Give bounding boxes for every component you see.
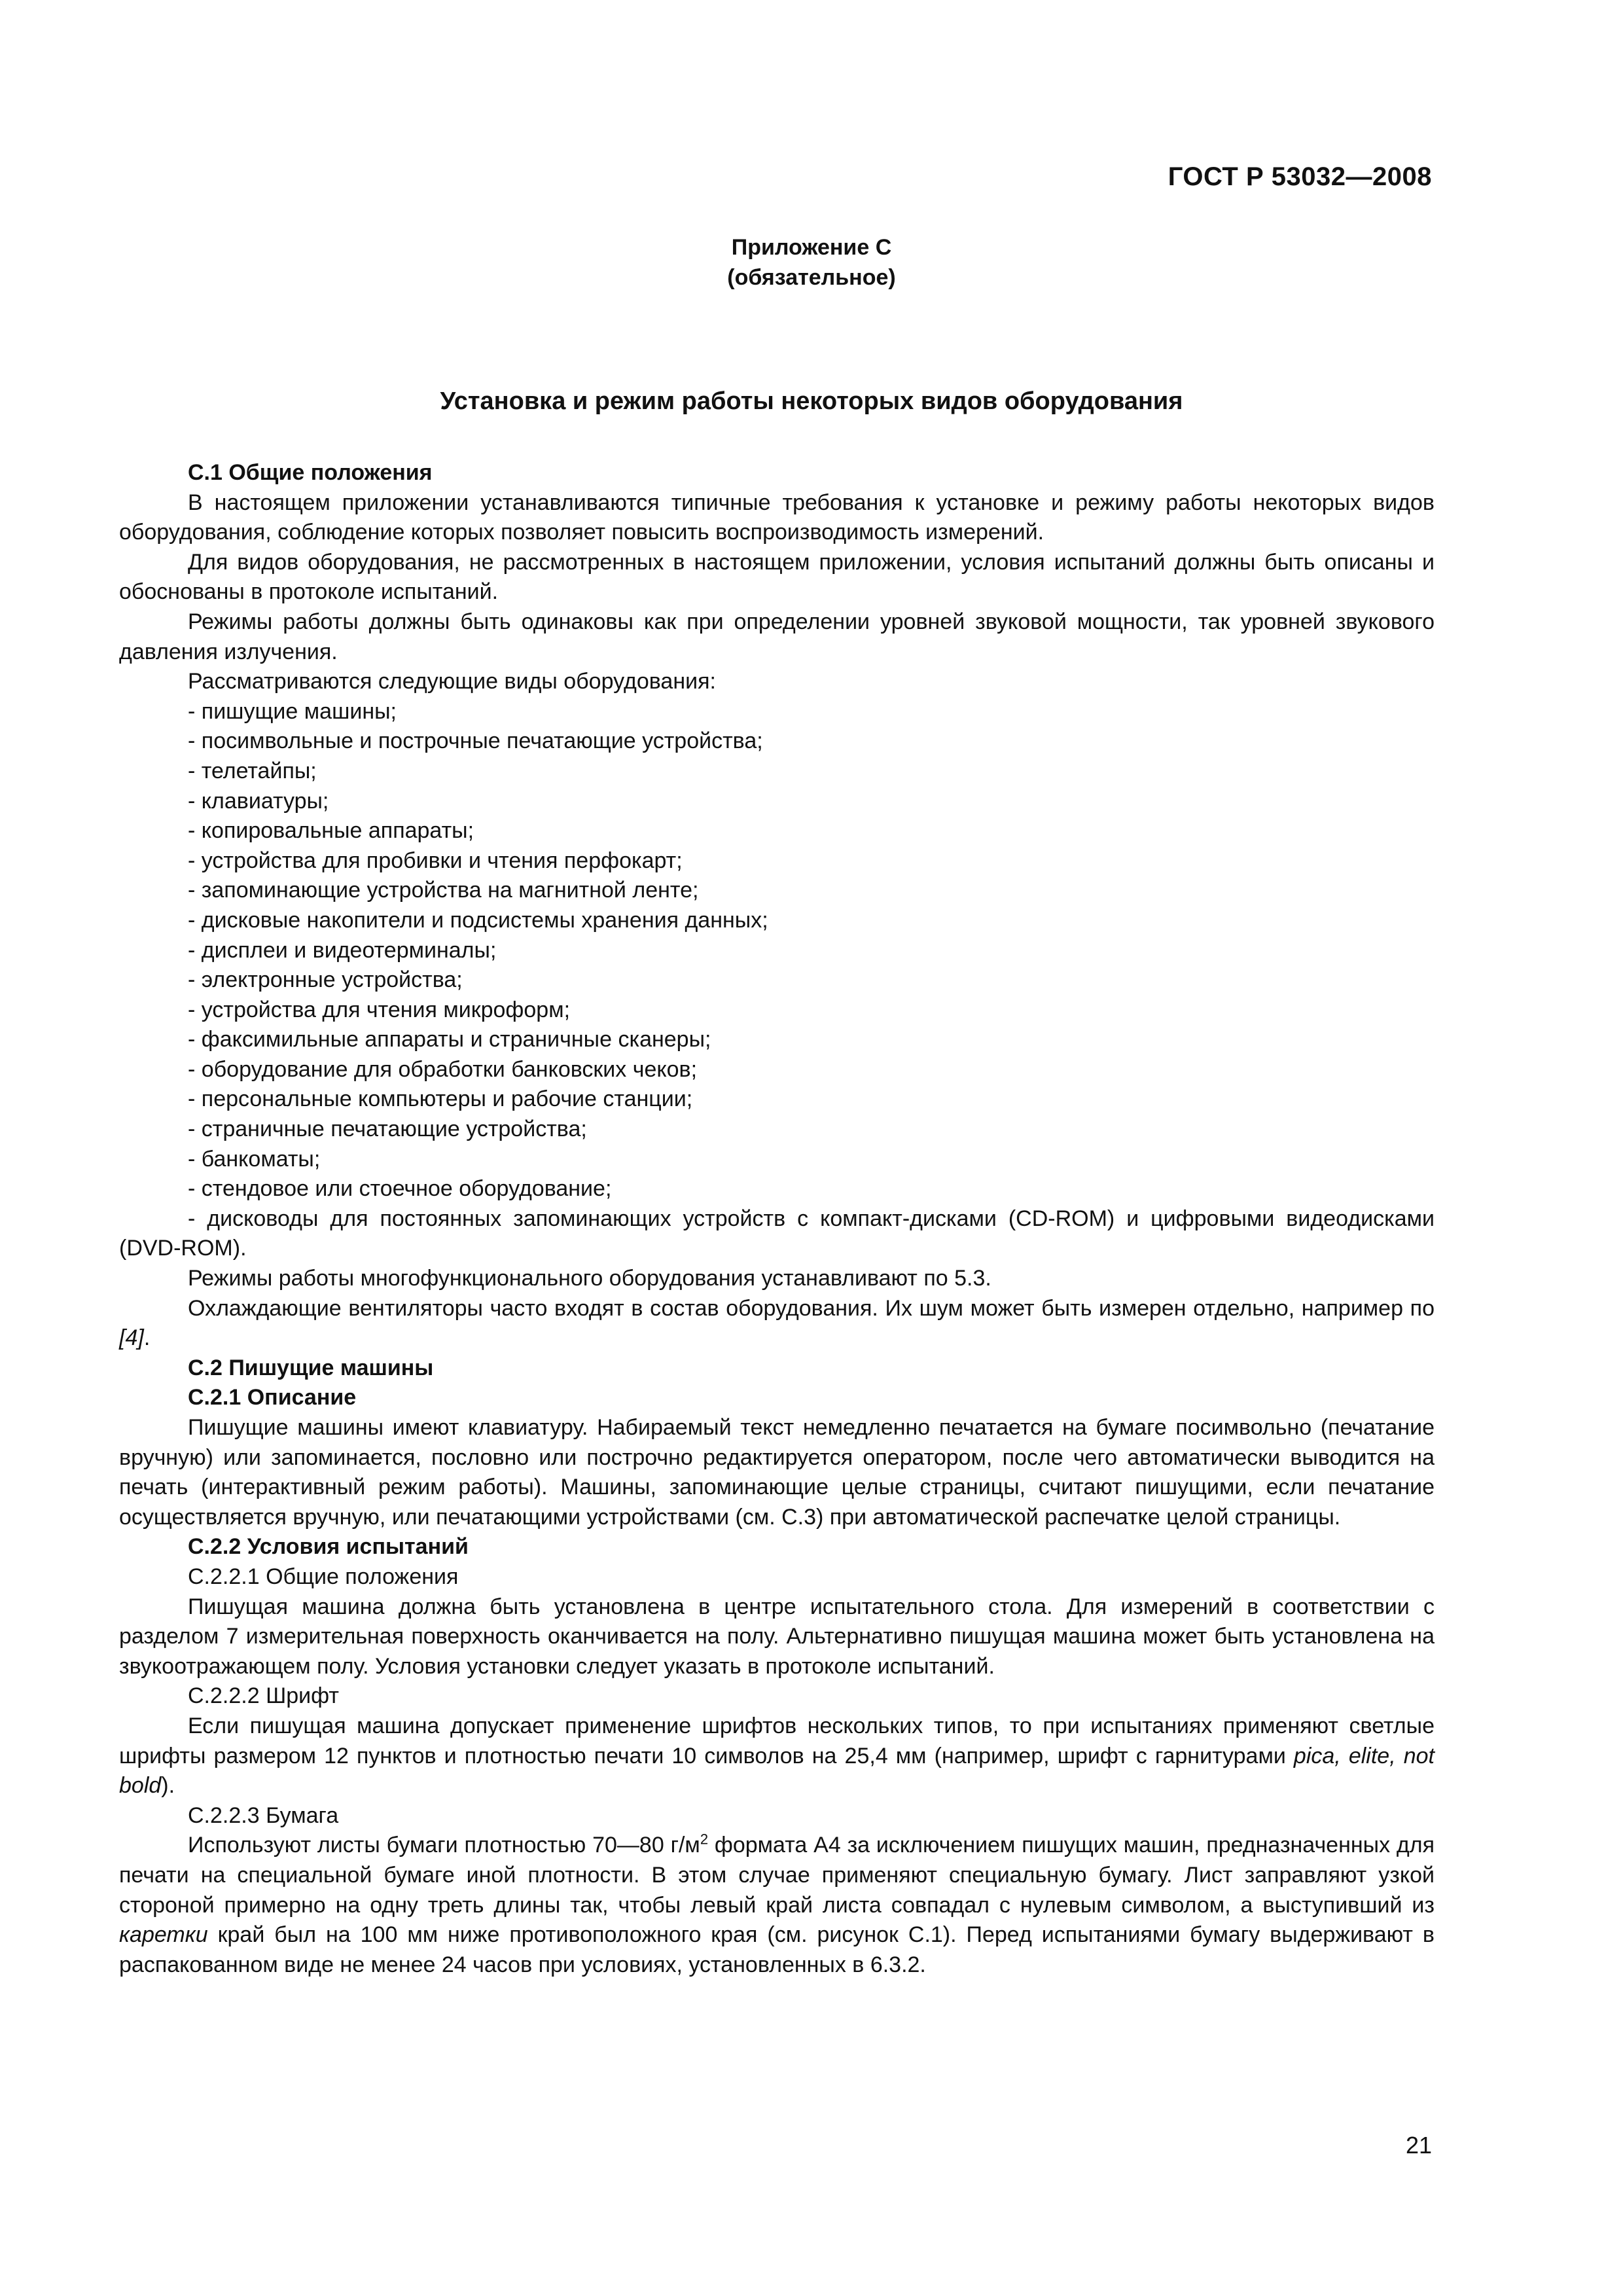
list-item: - факсимильные аппараты и страничные сканеры; — [119, 1025, 1435, 1055]
section-heading-c223: С.2.2.3 Бумага — [188, 1803, 339, 1828]
text-run: . — [143, 1325, 151, 1351]
text-run: Если пишущая машина допускает применение шрифтов нескольких типов, то при испытаниях применяют светлые шрифты размером 12 пунктов и плотностью печати 10 символов на 25,4 мм (например, шрифт с гарнитурами — [119, 1713, 1435, 1768]
paragraph: Рассматриваются следующие виды оборудования: — [188, 669, 716, 694]
section-heading-c2: С.2 Пишущие машины — [188, 1355, 434, 1380]
list-item: - дисководы для постоянных запоминающих устройств с компакт-дисками (CD-ROM) и цифровыми видеодисками (DVD-ROM). — [119, 1204, 1435, 1264]
list-item: - банкоматы; — [119, 1145, 1435, 1175]
text-run: ). — [161, 1773, 175, 1799]
section-heading-c221: С.2.2.1 Общие положения — [188, 1564, 459, 1589]
paragraph-paper — [119, 1831, 1435, 1980]
paragraph: В настоящем приложении устанавливаются типичные требования к установке и режиму работы некоторых видов оборудования, соблюдение которых позволяет повысить воспроизводимость измерений. — [119, 490, 1435, 545]
list-item: - запоминающие устройства на магнитной ленте; — [119, 876, 1435, 906]
list-item: - оборудование для обработки банковских чеков; — [119, 1055, 1435, 1085]
text-run: край был на 100 мм ниже противоположного края (см. рисунок С.1). Перед испытаниями бумагу выдерживают в распакованном виде не менее 24 часов при условиях, установленных в 6.3.2. — [119, 1922, 1435, 1977]
list-item: - персональные компьютеры и рабочие станции; — [119, 1085, 1435, 1115]
list-item: - телетайпы; — [119, 757, 1435, 787]
list-item: - копировальные аппараты; — [119, 816, 1435, 846]
section-heading-c21: С.2.1 Описание — [188, 1385, 357, 1410]
list-item: - клавиатуры; — [119, 787, 1435, 817]
document-body — [119, 458, 1435, 1980]
section-heading-c222: С.2.2.2 Шрифт — [188, 1683, 339, 1709]
list-item: - дисковые накопители и подсистемы хранения данных; — [119, 906, 1435, 936]
paragraph-font — [119, 1712, 1435, 1801]
annex-title: Установка и режим работы некоторых видов оборудования — [440, 387, 1183, 415]
paragraph: Режимы работы должны быть одинаковы как при определении уровней звуковой мощности, так уровней звукового давления излучения. — [119, 609, 1435, 664]
superscript: 2 — [700, 1831, 709, 1848]
document-code: ГОСТ Р 53032—2008 — [1168, 162, 1432, 191]
italic-text: каретки — [119, 1922, 208, 1948]
annex-label: Приложение С — [731, 235, 892, 260]
list-item: - посимвольные и построчные печатающие устройства; — [119, 726, 1435, 757]
text-run: Используют листы бумаги плотностью 70—80 г/м — [188, 1833, 700, 1858]
annex-heading — [0, 232, 1623, 293]
section-heading-c1: С.1 Общие положения — [188, 460, 433, 485]
text-run: Охлаждающие вентиляторы часто входят в состав оборудования. Их шум может быть измерен отдельно, например по — [188, 1295, 1435, 1321]
paragraph: Режимы работы многофункционального оборудования устанавливают по 5.3. — [188, 1266, 991, 1291]
page-number: 21 — [1405, 2132, 1432, 2159]
list-item: - электронные устройства; — [119, 965, 1435, 996]
section-heading-c22: С.2.2 Условия испытаний — [188, 1534, 469, 1560]
list-item: - стендовое или стоечное оборудование; — [119, 1174, 1435, 1204]
reference-link[interactable]: [4] — [119, 1325, 144, 1351]
paragraph: Пишущие машины имеют клавиатуру. Набираемый текст немедленно печатается на бумаге посимвольно (печатание вручную) или запоминается, пословно или построчно редактируется оператором, после чего автоматически выводится на печать (интерактивный режим работы). Машины, запоминающие целые страницы, считают пишущими, если печатание осуществляется вручную, или печатающими устройствами (см. С.3) при автоматической распечатке целой страницы. — [119, 1415, 1435, 1530]
list-item: - страничные печатающие устройства; — [119, 1115, 1435, 1145]
text-run: формата А4 за исключением пишущих машин, предназначенных для печати на специальной бумаге иной плотности. В этом случае применяют специальную бумагу. Лист заправляют узкой стороной примерно на одну треть длины так, чтобы левый край листа совпадал с нулевым символом, а выступивший из — [119, 1833, 1435, 1918]
paragraph-fans — [119, 1294, 1435, 1354]
italic-text: pica, elite, not bold — [119, 1743, 1435, 1799]
paragraph: Пишущая машина должна быть установлена в центре испытательного стола. Для измерений в соответствии с разделом 7 измерительная поверхность оканчивается на полу. Альтернативно пишущая машина может быть установлена на звукоотражающем полу. Условия установки следует указать в протоколе испытаний. — [119, 1594, 1435, 1679]
list-item: - устройства для пробивки и чтения перфокарт; — [119, 846, 1435, 876]
paragraph: Для видов оборудования, не рассмотренных в настоящем приложении, условия испытаний должны быть описаны и обоснованы в протоколе испытаний. — [119, 549, 1435, 605]
annex-status: (обязательное) — [727, 265, 896, 290]
list-item: - устройства для чтения микроформ; — [119, 996, 1435, 1026]
list-item: - дисплеи и видеотерминалы; — [119, 936, 1435, 966]
equipment-list — [119, 697, 1435, 1264]
list-item: - пишущие машины; — [119, 697, 1435, 727]
